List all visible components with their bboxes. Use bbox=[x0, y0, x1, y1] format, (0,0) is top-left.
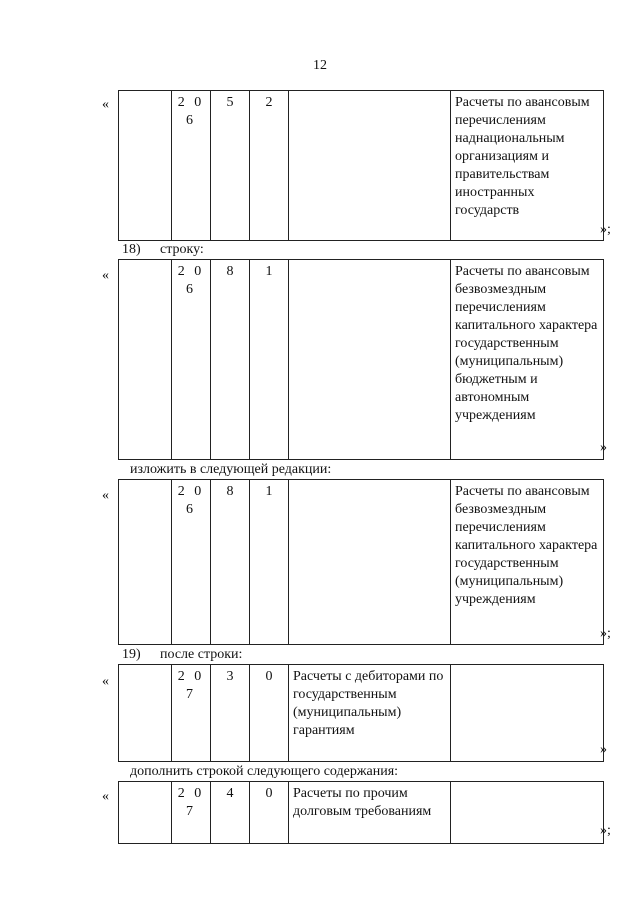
description-cell: Расчеты по авансовым безвозмездным перечислениям капитального характера государственным (муниципальным) учреждениям bbox=[451, 480, 604, 645]
empty-cell bbox=[119, 782, 172, 844]
subcode-cell: 3 bbox=[211, 665, 250, 762]
code-cell: 2 0 7 bbox=[172, 665, 211, 762]
subcode-cell: 1 bbox=[250, 480, 289, 645]
subcode-cell: 4 bbox=[211, 782, 250, 844]
open-quote: « bbox=[102, 789, 109, 804]
description-cell: Расчеты по авансовым безвозмездным перечислениям капитального характера государственным (муниципальным) бюджетным и автономным учреждениям bbox=[451, 260, 604, 460]
description-cell: Расчеты по прочим долговым требованиям bbox=[289, 782, 451, 844]
code-cell: 2 0 6 bbox=[172, 480, 211, 645]
item-number: 18) bbox=[122, 242, 141, 257]
code-cell: 2 0 6 bbox=[172, 260, 211, 460]
description-cell bbox=[451, 782, 604, 844]
description-cell bbox=[289, 91, 451, 241]
description-cell: Расчеты по авансовым перечислениям наднациональным организациям и правительствам иностранных государств bbox=[451, 91, 604, 241]
code-cell: 2 0 7 bbox=[172, 782, 211, 844]
code-cell: 2 0 6 bbox=[172, 91, 211, 241]
open-quote: « bbox=[102, 97, 109, 112]
subcode-cell: 2 bbox=[250, 91, 289, 241]
empty-cell bbox=[119, 480, 172, 645]
subcode-cell: 5 bbox=[211, 91, 250, 241]
description-cell bbox=[289, 260, 451, 460]
empty-cell bbox=[119, 91, 172, 241]
instruction-text: дополнить строкой следующего содержания: bbox=[130, 764, 399, 779]
budget-row-table bbox=[118, 781, 604, 844]
budget-row-table bbox=[118, 479, 604, 645]
subcode-cell: 1 bbox=[250, 260, 289, 460]
budget-row-table bbox=[118, 664, 604, 762]
empty-cell bbox=[119, 665, 172, 762]
close-quote: »; bbox=[600, 222, 611, 237]
subcode-cell: 0 bbox=[250, 665, 289, 762]
instruction-text: строку: bbox=[160, 242, 204, 257]
open-quote: « bbox=[102, 674, 109, 689]
open-quote: « bbox=[102, 488, 109, 503]
description-cell bbox=[289, 480, 451, 645]
item-number: 19) bbox=[122, 647, 141, 662]
description-cell: Расчеты с дебиторами по государственным (муниципальным) гарантиям bbox=[289, 665, 451, 762]
subcode-cell: 8 bbox=[211, 260, 250, 460]
close-quote: » bbox=[600, 440, 607, 455]
close-quote: »; bbox=[600, 823, 611, 838]
subcode-cell: 0 bbox=[250, 782, 289, 844]
open-quote: « bbox=[102, 268, 109, 283]
instruction-text: после строки: bbox=[160, 647, 243, 662]
subcode-cell: 8 bbox=[211, 480, 250, 645]
close-quote: » bbox=[600, 742, 607, 757]
page-number: 12 bbox=[313, 58, 327, 73]
budget-row-table bbox=[118, 259, 604, 460]
instruction-text: изложить в следующей редакции: bbox=[130, 462, 332, 477]
close-quote: »; bbox=[600, 626, 611, 641]
empty-cell bbox=[119, 260, 172, 460]
budget-row-table bbox=[118, 90, 604, 241]
description-cell bbox=[451, 665, 604, 762]
